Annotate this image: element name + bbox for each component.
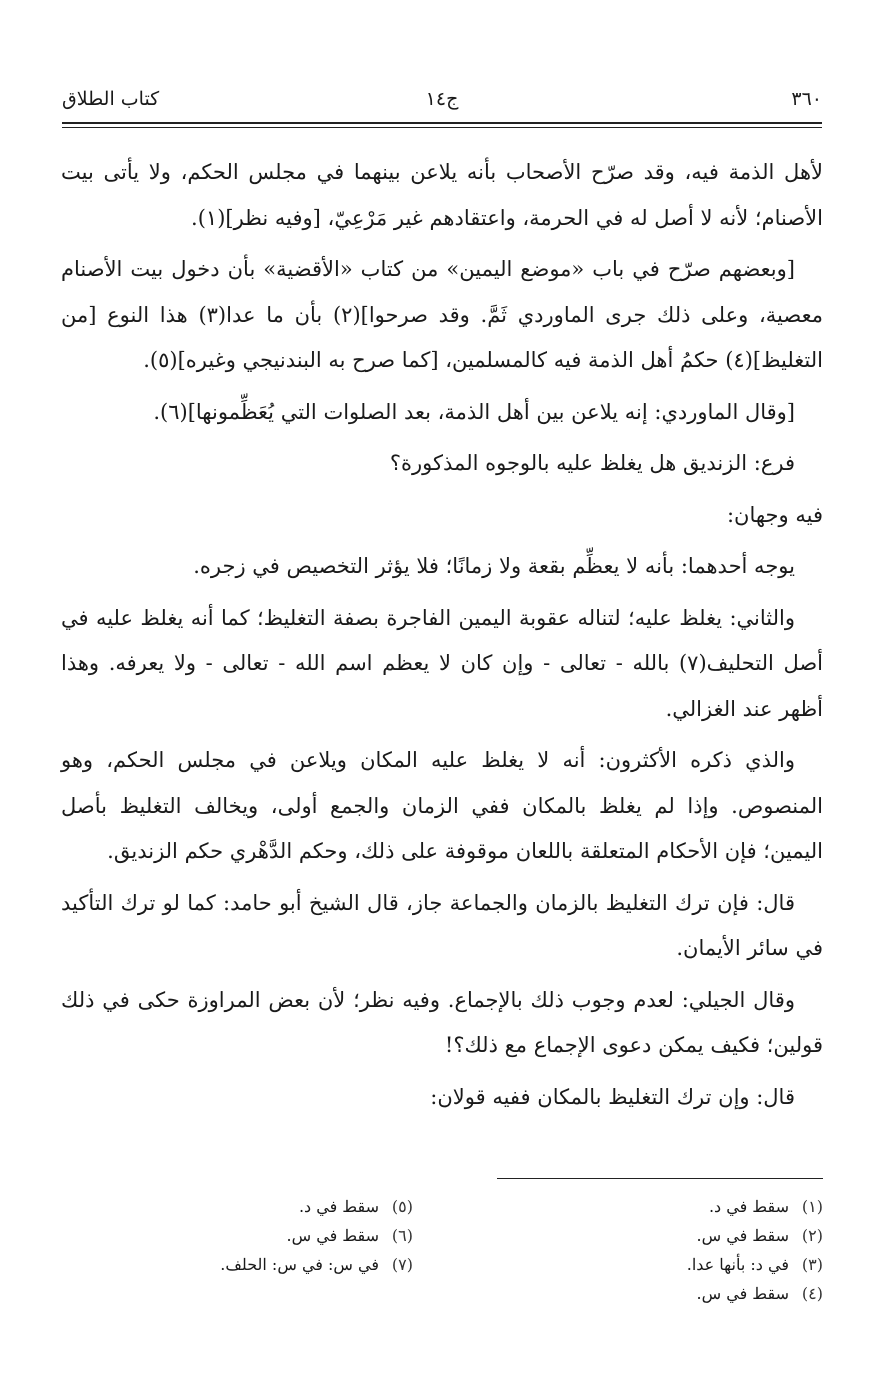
footnote: (١)سقط في د. — [708, 1197, 823, 1216]
running-header — [62, 88, 822, 120]
paragraph: والذي ذكره الأكثرون: أنه لا يغلظ عليه المكان ويلاعن في مجلس الحكم، وهو المنصوص. وإذا لم يغلظ بالمكان ففي الزمان والجمع أولى، ويخالف التغليظ بأصل اليمين؛ فإن الأحكام المتعلقة باللعان موقوفة على ذلك، وحكم الدَّهْري حكم الزنديق. — [61, 748, 823, 863]
footnote: (٤)سقط في س. — [696, 1284, 823, 1303]
footnote: (٣)في د: بأنها عدا. — [686, 1255, 823, 1274]
footnotes-right-column — [483, 1192, 823, 1308]
footnote: (٢)سقط في س. — [696, 1226, 823, 1245]
paragraph: والثاني: يغلظ عليه؛ لتناله عقوبة اليمين الفاجرة بصفة التغليظ؛ كما أنه يغلظ عليه في أصل التحليف(٧) بالله - تعالى - وإن كان لا يعظم اسم الله - تعالى - ولا يعرفه. وهذا أظهر عند الغزالي. — [61, 605, 824, 721]
paragraph: لأهل الذمة فيه، وقد صرّح الأصحاب بأنه يلاعن بينهما في مجلس الحكم، ولا يأتى بيت الأصنام؛ لأنه لا أصل له في الحرمة، واعتقادهم غير مَرْعِيّ، [وفيه نظر](١). — [61, 160, 823, 230]
footnote-separator — [497, 1178, 823, 1179]
volume-number: ج١٤ — [425, 88, 459, 110]
paragraph: وقال الجيلي: لعدم وجوب ذلك بالإجماع. وفيه نظر؛ لأن بعض المراوزة حكى في ذلك قولين؛ فكيف يمكن دعوى الإجماع مع ذلك؟! — [61, 987, 823, 1057]
page-number: ٣٦٠ — [791, 88, 822, 110]
paragraph: قال: وإن ترك التغليظ بالمكان ففيه قولان: — [430, 1084, 795, 1109]
paragraph: فيه وجهان: — [726, 502, 823, 527]
footnote: (٧)في س: في س: الحلف. — [220, 1255, 413, 1274]
paragraph: [وقال الماوردي: إنه يلاعن بين أهل الذمة، بعد الصلوات التي يُعَظِّمونها](٦). — [153, 399, 795, 424]
footnote: (٥)سقط في د. — [298, 1197, 413, 1216]
footnote: (٦)سقط في س. — [286, 1226, 413, 1245]
header-rule — [62, 122, 822, 124]
paragraph: يوجه أحدهما: بأنه لا يعظِّم بقعة ولا زمانًا؛ فلا يؤثر التخصيص في زجره. — [193, 554, 795, 578]
main-text — [61, 150, 823, 1126]
paragraph: [وبعضهم صرّح في باب «موضع اليمين» من كتاب «الأقضية» بأن دخول بيت الأصنام معصية، وعلى ذلك جرى الماوردي ثَمَّ. وقد صرحوا](٢) بأن ما عدا(٣) هذا النوع [من التغليظ](٤) حكمُ أهل الذمة فيه كالمسلمين، [كما صرح به البندنيجي وغيره](٥). — [61, 257, 823, 372]
footnotes-left-column — [73, 1192, 413, 1279]
paragraph: فرع: الزنديق هل يغلظ عليه بالوجوه المذكورة؟ — [389, 451, 795, 475]
paragraph: قال: فإن ترك التغليظ بالزمان والجماعة جاز، قال الشيخ أبو حامد: كما لو ترك التأكيد في سائر الأيمان. — [61, 890, 823, 960]
header-rule-thin — [62, 127, 822, 128]
book-title: كتاب الطلاق — [62, 88, 160, 110]
